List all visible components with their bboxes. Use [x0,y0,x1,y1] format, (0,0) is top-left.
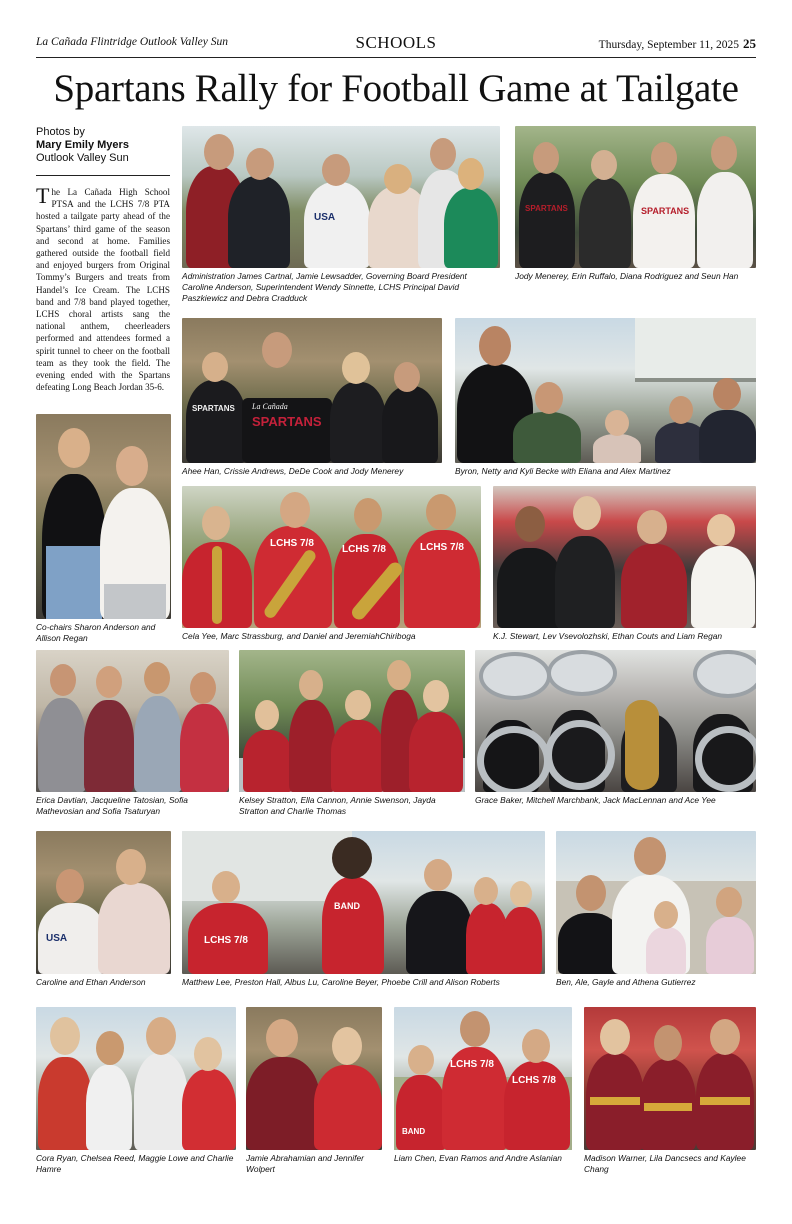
shirt-text-usa: USA [314,212,336,223]
caption-trumpets: Matthew Lee, Preston Hall, Albus Lu, Caroline Beyer, Phoebe Crill and Alison Roberts [182,977,500,987]
page-number: 25 [743,36,756,51]
story-text [36,183,170,393]
caption-cora-chelsea: Cora Ryan, Chelsea Reed, Maggie Lowe and Charlie Hamre [36,1153,234,1174]
header-rule [36,57,756,58]
photo-becke-martinez [455,318,756,463]
caption-administration: Administration James Cartnal, Jamie Lewsadder, Governing Board President Caroline Anderson, Superintendent Wendy Sinnette, LCHS Principal David Paszkiewicz and Debra Cradduck [182,271,467,303]
shirt-text-band-2: BAND [402,1127,426,1136]
photo-administration [182,126,500,268]
caption-saxophones: Cela Yee, Marc Strassburg, and Daniel and JeremiahChiriboga [182,631,416,641]
caption-cheerleaders: Madison Warner, Lila Dancsecs and Kaylee Chang [584,1153,746,1174]
photo-co-chairs [36,414,171,619]
caption-spartans-shirts: Ahee Han, Crissie Andrews, DeDe Cook and Jody Menerey [182,466,404,476]
caption-red-shirts: Kelsey Stratton, Ella Cannon, Annie Swenson, Jayda Stratton and Charlie Thomas [239,795,436,816]
shirt-text-lchs-5: LCHS 7/8 [450,1059,494,1070]
photo-cora-chelsea [36,1007,236,1150]
photo-teen-boys [493,486,756,628]
shirt-text-usa-2: USA [46,933,68,944]
caption-co-chairs: Co-chairs Sharon Anderson and Allison Regan [36,622,156,643]
caption-sousaphones: Grace Baker, Mitchell Marchbank, Jack MacLennan and Ace Yee [475,795,716,805]
photo-gutierrez [556,831,756,974]
shirt-text-spartans-3: SPARTANS [192,404,235,413]
shirt-text-spartans-1: SPARTANS [525,204,568,213]
caption-becke-martinez: Byron, Netty and Kyli Becke with Eliana and Alex Martinez [455,466,671,476]
shirt-text-lchs-1: LCHS 7/8 [270,538,314,549]
shirt-text-spartans-2: SPARTANS [641,206,690,216]
shirt-text-band-1: BAND [334,901,360,911]
shirt-text-spartans-4: SPARTANS [252,414,322,429]
caption-four-girls: Erica Davtian, Jacqueline Tatosian, Sofia Mathevosian and Sofia Tsaturyan [36,795,188,816]
caption-abrahamian-wolpert: Jamie Abrahamian and Jennifer Wolpert [246,1153,364,1174]
photo-trumpets [182,831,545,974]
issue-date: Thursday, September 11, 2025 [598,39,739,51]
caption-chen-ramos: Liam Chen, Evan Ramos and Andre Aslanian [394,1153,562,1163]
photo-abrahamian-wolpert [246,1007,382,1150]
caption-ptsa-moms: Jody Menerey, Erin Ruffalo, Diana Rodriguez and Seun Han [515,271,739,281]
photo-red-shirts [239,650,465,792]
shirt-text-lchs-2: LCHS 7/8 [342,544,386,555]
photo-chen-ramos [394,1007,572,1150]
headline: Spartans Rally for Football Game at Tailgate [53,67,739,110]
photo-four-girls [36,650,229,792]
caption-teen-boys: K.J. Stewart, Lev Vsevolozhski, Ethan Couts and Liam Regan [493,631,723,641]
section-title: SCHOOLS [355,33,437,52]
credit-outlet: Outlook Valley Sun [36,152,129,164]
photo-spartans-shirts [182,318,442,463]
photo-credit [36,126,176,165]
shirt-text-lchs-3: LCHS 7/8 [420,542,464,553]
caption-anderson: Caroline and Ethan Anderson [36,977,146,987]
publication-name: La Cañada Flintridge Outlook Valley Sun [36,36,228,48]
dropcap: T [36,183,50,208]
caption-gutierrez: Ben, Ale, Gayle and Athena Gutierrez [556,977,696,987]
shirt-text-lchs-6: LCHS 7/8 [512,1075,556,1086]
photographer-name: Mary Emily Myers [36,139,129,151]
credit-rule [36,175,170,176]
date-and-page [599,36,756,52]
shirt-text-la-canada: La Cañada [252,402,288,411]
photo-cheerleaders [584,1007,756,1150]
photo-anderson [36,831,171,974]
story-body: he La Cañada High School PTSA and the LCHS 7/8 PTA hosted a tailgate party ahead of the Spartans’ third game of the season and second at home. Families gathered outside the football field and enjoyed burgers from Original Tommy’s Burgers and treats from Handel’s Ice Cream. The LCHS band and 7/8 band played together, LCHS choral artists sang the national anthem, cheerleaders performed and attendees formed a spirit tunnel to cheer on the football team as they took the field. The evening ended with the Spartans defeating Long Beach Jordan 35-6. [36,187,170,393]
photo-ptsa-moms [515,126,756,268]
photo-sousaphones [475,650,756,792]
photo-saxophones [182,486,481,628]
credit-label: Photos by [36,126,85,138]
shirt-text-lchs-4: LCHS 7/8 [204,935,248,946]
